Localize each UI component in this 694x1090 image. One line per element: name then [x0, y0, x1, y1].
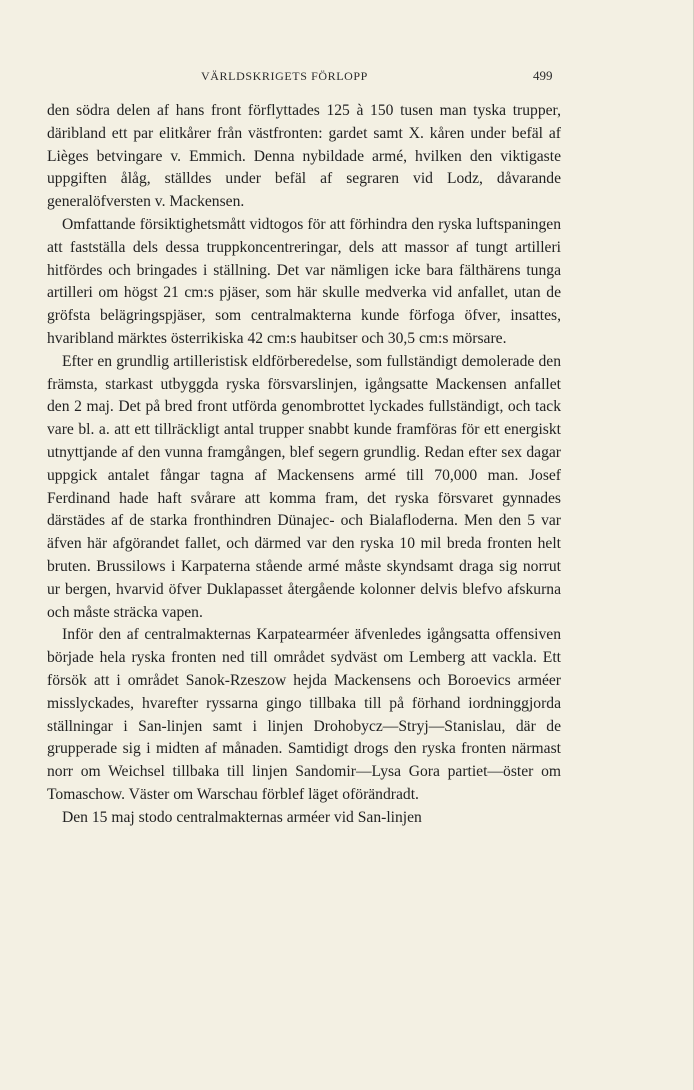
- page-number: 499: [533, 68, 553, 83]
- paragraph-5: Den 15 maj stodo centralmakternas arméer vid San-linjen: [62, 808, 422, 826]
- paragraph-3: Efter en grundlig artilleristisk eldförberedelse, som fullständigt demolerade den främsta, starkast utbyggda ryska försvarslinjen, igångsatte Mackensen anfallet den 2 maj. Det på bred front utförda genombrottet lyckades fullständigt, och tack vare bl. a. att ett tillräckligt antal trupper snabbt kunde framföras för ett energiskt utnyttjande af den vunna framgången, blef segern grundlig. Redan efter sex dagar uppgick antalet fångar tagna af Mackensens armé till 70,000 man. Josef Ferdinand hade haft svårare att komma fram, det ryska försvaret gynnades därstädes af de starka fronthindren Dünajec- och Bialafloderna. Men den 5 var äfven här afgörandet fallet, och därmed var den ryska 10 mil breda fronten helt bruten. Brussilows i Karpaterna stående armé måste skyndsamt draga sig norrut ur bergen, hvarvid öfver Duklapasset återgående kolonner delvis blefvo afskurna och måste sträcka vapen.: [47, 352, 561, 621]
- running-head: VÄRLDSKRIGETS FÖRLOPP: [201, 69, 368, 83]
- paragraph-2: Omfattande försiktighetsmått vidtogos för att förhindra den ryska luftspaningen att fastställa dels dessa truppkoncentreringar, dels att massor af tungt artilleri hitfördes och bringades i ställning. Det var nämligen icke bara fälthärens tunga artilleri om högst 21 cm:s pjäser, som här skulle medverka vid anfallet, utan de gröfsta belägringspjäser, som centralmakterna kunde förfoga öfver, insattes, hvaribland märktes österrikiska 42 cm:s haubitser och 30,5 cm:s mörsare.: [47, 215, 561, 347]
- body-text: [47, 100, 561, 830]
- page-header: [0, 69, 694, 89]
- paragraph-1: den södra delen af hans front förflyttades 125 à 150 tusen man tyska trupper, däribland ett par elitkårer från västfronten: gardet samt X. kåren under befäl af Lièges betvingare v. Emmich. Denna nybildade armé, hvilken den viktigaste uppgiften ålåg, ställdes under befäl af segraren vid Lodz, dåvarande generalöfversten v. Mackensen.: [47, 102, 561, 211]
- paragraph-4: Inför den af centralmakternas Karpatearméer äfvenledes igångsatta offensiven började hela ryska fronten ned till området sydväst om Lemberg att vackla. Ett försök att i området Sanok-Rzeszow hejda Mackensens och Boroevics arméer misslyckades, hvarefter ryssarna gingo tillbaka till på förhand iordninggjorda ställningar i San-linjen samt i linjen Drohobycz—Stryj—Stanislau, där de grupperade sig i midten af månaden. Samtidigt drogs den ryska fronten närmast norr om Weichsel tillbaka till linjen Sandomir—Lysa Gora partiet—öster om Tomaschow. Väster om Warschau förblef läget oförändradt.: [47, 626, 561, 803]
